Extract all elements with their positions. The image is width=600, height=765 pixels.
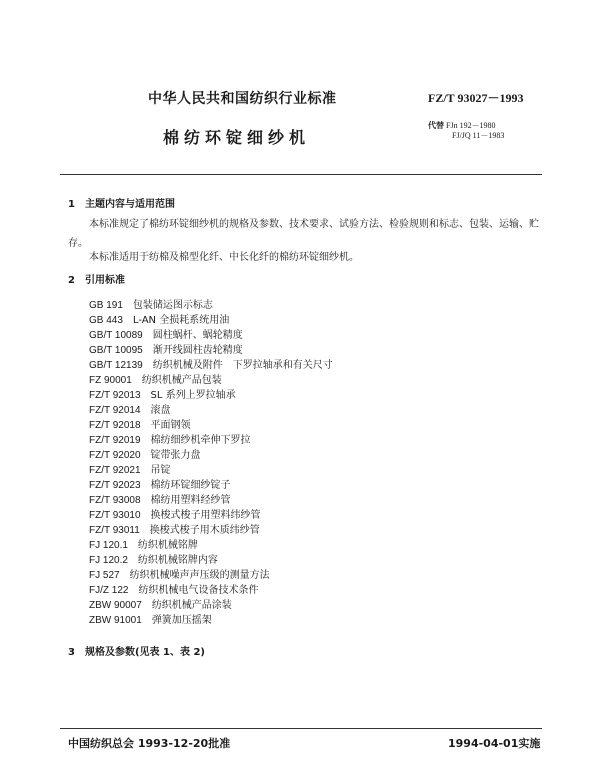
reference-title: 纺织机械铭牌 bbox=[137, 540, 198, 551]
reference-code: FJ 120.2 bbox=[89, 555, 128, 566]
section-1-paragraph-1-line-1: 本标准规定了棉纺环锭细纱机的规格及参数、技术要求、试验方法、检验规则和标志、包装、运输、贮 bbox=[89, 219, 539, 230]
reference-item bbox=[89, 341, 243, 356]
reference-item bbox=[89, 386, 236, 401]
reference-item bbox=[89, 326, 243, 341]
reference-item bbox=[89, 401, 171, 416]
reference-item bbox=[89, 461, 171, 476]
reference-code: FZ 90001 bbox=[89, 375, 132, 386]
replaces-standard-1: FJn 192－1980 bbox=[446, 121, 496, 130]
reference-title: 棉纺细纱机牵伸下罗拉 bbox=[150, 435, 251, 446]
section-3-heading: 3 规格及参数(见表 1、表 2) bbox=[68, 647, 205, 658]
reference-code: FZ/T 93010 bbox=[89, 510, 141, 521]
reference-code: GB/T 12139 bbox=[89, 360, 143, 371]
reference-title: 纺织机械产品包装 bbox=[141, 375, 222, 386]
reference-item bbox=[89, 296, 213, 311]
effective-date: 1994-04-01实施 bbox=[448, 737, 541, 750]
reference-code: FZ/T 92014 bbox=[89, 405, 141, 416]
reference-title: 换梭式梭子用木质纬纱管 bbox=[149, 525, 260, 536]
replaces-note bbox=[428, 121, 504, 141]
reference-item bbox=[89, 551, 218, 566]
reference-item bbox=[89, 566, 270, 581]
reference-title: L-AN 全损耗系统用油 bbox=[132, 315, 230, 326]
reference-title: 渐开线圆柱齿轮精度 bbox=[152, 345, 243, 356]
reference-code: FZ/T 92023 bbox=[89, 480, 141, 491]
reference-item bbox=[89, 491, 231, 506]
replaces-label: 代替 bbox=[428, 121, 444, 130]
reference-code: FJ 527 bbox=[89, 570, 120, 581]
reference-code: FZ/T 92018 bbox=[89, 420, 141, 431]
reference-item bbox=[89, 416, 191, 431]
section-1-heading: 1 主题内容与适用范围 bbox=[68, 199, 175, 210]
reference-code: ZBW 90007 bbox=[89, 600, 142, 611]
replaces-standard-2: FJ/JQ 11－1983 bbox=[452, 131, 505, 140]
reference-item bbox=[89, 506, 261, 521]
reference-title: 换梭式梭子用塑料纬纱管 bbox=[150, 510, 261, 521]
reference-title: 圆柱蜗杆、蜗轮精度 bbox=[152, 330, 243, 341]
document-title: 棉纺环锭细纱机 bbox=[163, 128, 311, 147]
footer-divider bbox=[60, 728, 542, 729]
reference-item bbox=[89, 476, 231, 491]
reference-title: 纺织机械电气设备技术条件 bbox=[138, 585, 259, 596]
issuing-organization: 中华人民共和国纺织行业标准 bbox=[148, 91, 337, 107]
reference-code: GB/T 10089 bbox=[89, 330, 143, 341]
reference-title: 纺织机械铭牌内容 bbox=[137, 555, 218, 566]
reference-item bbox=[89, 371, 222, 386]
reference-code: GB 443 bbox=[89, 315, 123, 326]
reference-code: FZ/T 92013 bbox=[89, 390, 141, 401]
reference-title: 吊锭 bbox=[150, 465, 171, 476]
reference-title: 纺织机械噪声声压级的测量方法 bbox=[129, 570, 270, 581]
reference-item bbox=[89, 311, 229, 326]
reference-code: FZ/T 92019 bbox=[89, 435, 141, 446]
reference-code: GB 191 bbox=[89, 300, 123, 311]
reference-title: 滚盘 bbox=[150, 405, 171, 416]
reference-item bbox=[89, 356, 333, 371]
reference-item bbox=[89, 611, 212, 626]
reference-title: 弹簧加压摇架 bbox=[151, 615, 212, 626]
reference-code: FZ/T 92021 bbox=[89, 465, 141, 476]
reference-code: FJ 120.1 bbox=[89, 540, 128, 551]
section-2-heading: 2 引用标准 bbox=[68, 275, 125, 286]
reference-item bbox=[89, 446, 201, 461]
header-divider bbox=[60, 174, 542, 175]
reference-title: SL 系列上罗拉轴承 bbox=[150, 390, 236, 401]
reference-item bbox=[89, 521, 260, 536]
reference-code: ZBW 91001 bbox=[89, 615, 142, 626]
reference-title: 锭带张力盘 bbox=[150, 450, 201, 461]
reference-code: FZ/T 93011 bbox=[89, 525, 140, 536]
reference-title: 包装储运图示标志 bbox=[132, 300, 213, 311]
reference-title: 平面钢领 bbox=[150, 420, 191, 431]
reference-title: 棉纺用塑料经纱管 bbox=[150, 495, 231, 506]
reference-title: 纺织机械及附件 下罗拉轴承和有关尺寸 bbox=[152, 360, 333, 371]
section-1-paragraph-2: 本标准适用于纺棉及棉型化纤、中长化纤的棉纺环锭细纱机。 bbox=[89, 252, 359, 263]
reference-title: 棉纺环锭细纱锭子 bbox=[150, 480, 231, 491]
reference-code: FZ/T 92020 bbox=[89, 450, 141, 461]
reference-code: FZ/T 93008 bbox=[89, 495, 141, 506]
reference-title: 纺织机械产品涂装 bbox=[151, 600, 232, 611]
reference-item bbox=[89, 596, 232, 611]
standard-code: FZ/T 93027－1993 bbox=[428, 91, 524, 105]
reference-code: GB/T 10095 bbox=[89, 345, 143, 356]
reference-item bbox=[89, 431, 251, 446]
section-1-paragraph-1-line-2: 存。 bbox=[68, 238, 88, 249]
reference-code: FJ/Z 122 bbox=[89, 585, 129, 596]
reference-item bbox=[89, 581, 258, 596]
reference-item bbox=[89, 536, 198, 551]
approval-date: 中国纺织总会 1993-12-20批准 bbox=[68, 737, 231, 750]
